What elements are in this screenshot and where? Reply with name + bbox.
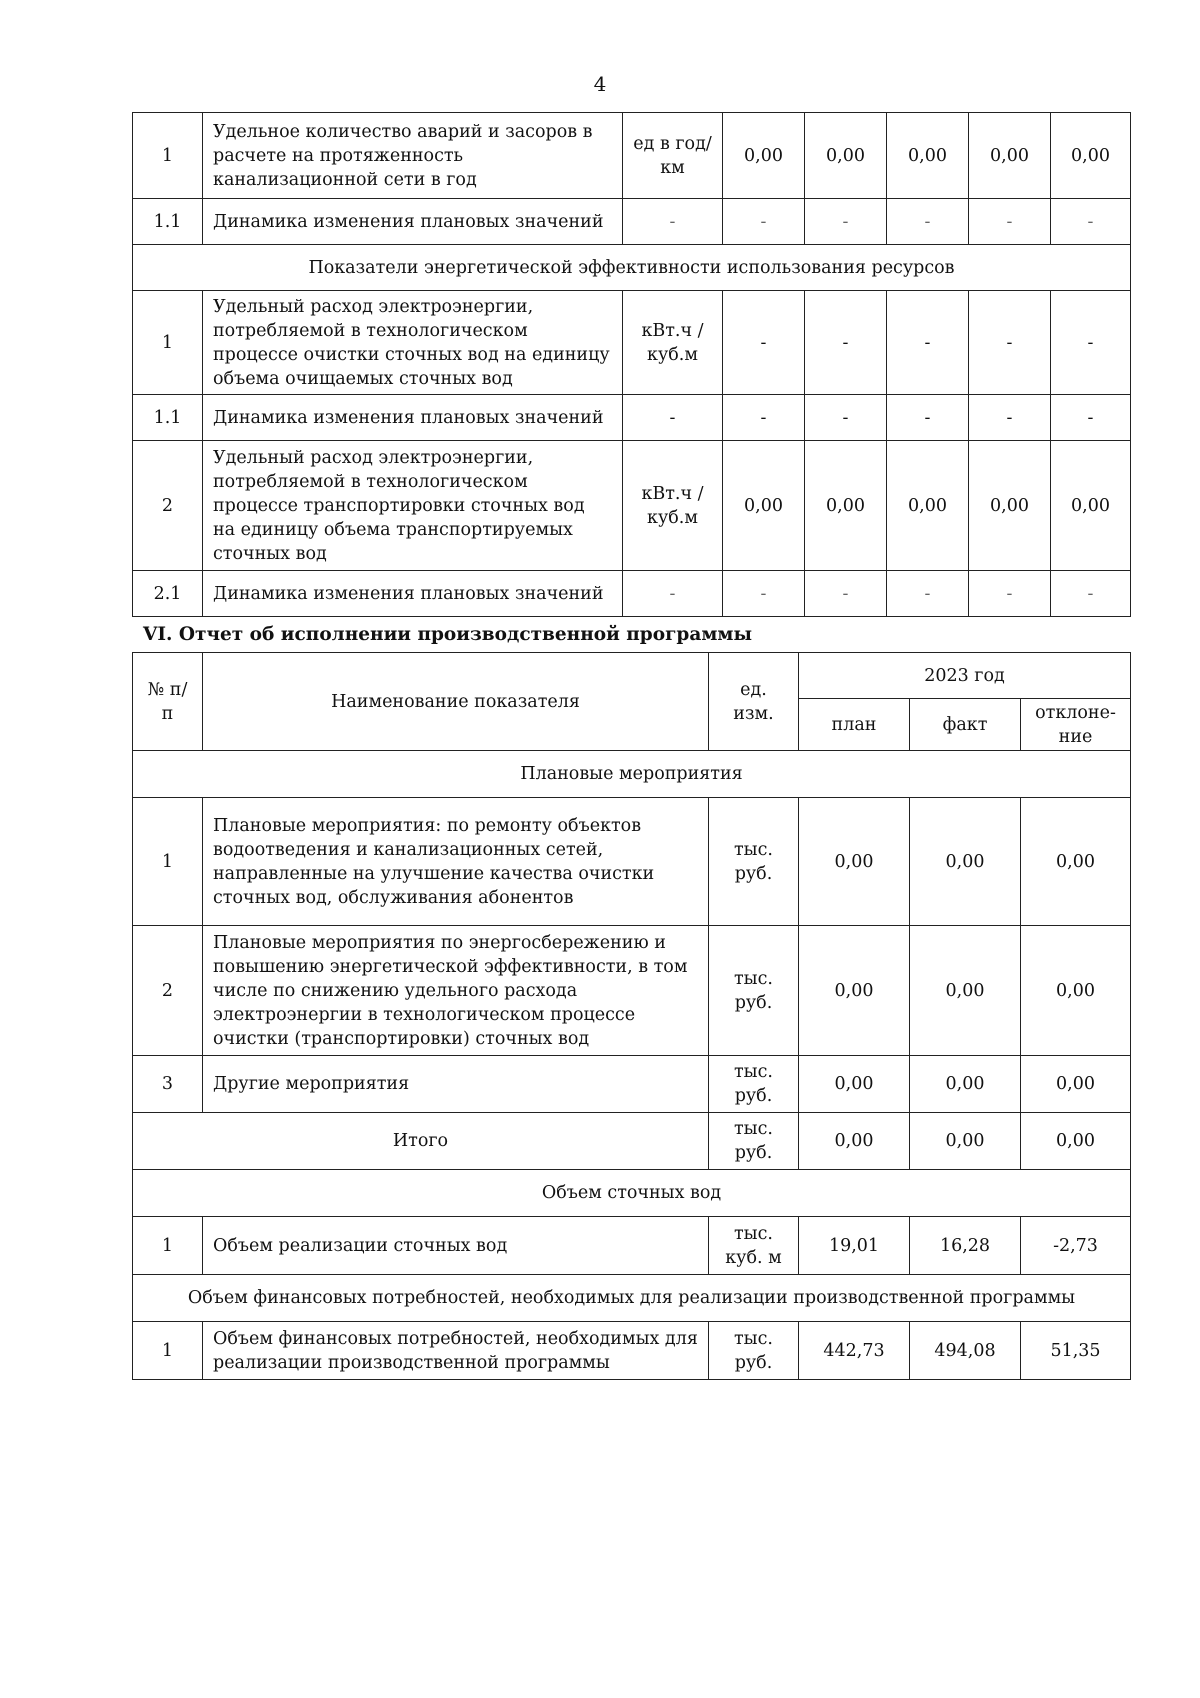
section-row <box>133 751 1131 798</box>
value-cell: - <box>887 199 969 245</box>
value-cell: 0,00 <box>805 113 887 199</box>
value-cell: - <box>723 199 805 245</box>
row-number: 1 <box>133 291 203 395</box>
header-row <box>133 653 1131 699</box>
section-row <box>133 1275 1131 1322</box>
unit-cell: тыс. руб. <box>709 798 799 926</box>
table-row <box>133 571 1131 617</box>
fact-cell: 494,08 <box>910 1322 1021 1380</box>
unit-cell: - <box>623 571 723 617</box>
deviation-cell: 0,00 <box>1021 1056 1131 1113</box>
fact-cell: 0,00 <box>910 1113 1021 1170</box>
value-cell: 0,00 <box>887 113 969 199</box>
indicator-name: Удельное количество аварий и засоров в расчете на протяженность канализационной сети в год <box>203 113 623 199</box>
plan-cell: 19,01 <box>799 1217 910 1275</box>
deviation-cell: 0,00 <box>1021 1113 1131 1170</box>
value-cell: - <box>723 395 805 441</box>
header-number: № п/п <box>133 653 203 751</box>
fact-cell: 0,00 <box>910 926 1021 1056</box>
row-number: 2.1 <box>133 571 203 617</box>
row-number: 2 <box>133 926 203 1056</box>
section-title: Плановые мероприятия <box>133 751 1131 798</box>
unit-cell: тыс. руб. <box>709 1322 799 1380</box>
plan-cell: 0,00 <box>799 926 910 1056</box>
value-cell: - <box>969 199 1051 245</box>
plan-cell: 0,00 <box>799 798 910 926</box>
indicator-name: Плановые мероприятия: по ремонту объектов водоотведения и канализационных сетей, направленные на улучшение качества очистки сточных вод, обслуживания абонентов <box>203 798 709 926</box>
row-number: 1 <box>133 798 203 926</box>
table-row <box>133 1322 1131 1380</box>
deviation-cell: 0,00 <box>1021 926 1131 1056</box>
fact-cell: 0,00 <box>910 798 1021 926</box>
plan-cell: 0,00 <box>799 1056 910 1113</box>
value-cell: - <box>887 571 969 617</box>
value-cell: - <box>887 291 969 395</box>
table-row <box>133 1056 1131 1113</box>
value-cell: - <box>723 291 805 395</box>
value-cell: - <box>969 395 1051 441</box>
value-cell: 0,00 <box>723 441 805 571</box>
value-cell: - <box>805 395 887 441</box>
indicator-name: Плановые мероприятия по энергосбережению и повышению энергетической эффективности, в том числе по снижению удельного расхода электроэнергии в технологическом процессе очистки (транспортировки) сточных вод <box>203 926 709 1056</box>
value-cell: 0,00 <box>805 441 887 571</box>
row-number: 3 <box>133 1056 203 1113</box>
row-number: 1 <box>133 113 203 199</box>
value-cell: - <box>1051 291 1131 395</box>
fact-cell: 0,00 <box>910 1056 1021 1113</box>
table-row <box>133 113 1131 199</box>
value-cell: - <box>1051 199 1131 245</box>
section-title: Объем сточных вод <box>133 1170 1131 1217</box>
row-number: 1.1 <box>133 395 203 441</box>
row-number: 1 <box>133 1217 203 1275</box>
header-plan: план <box>799 699 910 751</box>
row-number: 1.1 <box>133 199 203 245</box>
unit-cell: - <box>623 395 723 441</box>
unit-cell: ед в год/ км <box>623 113 723 199</box>
total-row <box>133 1113 1131 1170</box>
section-row <box>133 245 1131 291</box>
header-name: Наименование показателя <box>203 653 709 751</box>
table-row <box>133 798 1131 926</box>
plan-cell: 442,73 <box>799 1322 910 1380</box>
section-vi-title: VI. Отчет об исполнении производственной программы <box>143 624 753 645</box>
header-year: 2023 год <box>799 653 1131 699</box>
value-cell: - <box>887 395 969 441</box>
total-label: Итого <box>133 1113 709 1170</box>
value-cell: 0,00 <box>1051 441 1131 571</box>
table-row <box>133 1217 1131 1275</box>
section-row <box>133 1170 1131 1217</box>
table-row <box>133 199 1131 245</box>
deviation-cell: 51,35 <box>1021 1322 1131 1380</box>
unit-cell: тыс. руб. <box>709 1056 799 1113</box>
indicator-name: Удельный расход электроэнергии, потребляемой в технологическом процессе очистки сточных вод на единицу объема очищаемых сточных вод <box>203 291 623 395</box>
indicator-name: Динамика изменения плановых значений <box>203 571 623 617</box>
table-row <box>133 441 1131 571</box>
unit-cell: - <box>623 199 723 245</box>
section-title: Показатели энергетической эффективности использования ресурсов <box>133 245 1131 291</box>
header-deviation: отклоне-ние <box>1021 699 1131 751</box>
value-cell: 0,00 <box>969 113 1051 199</box>
unit-cell: тыс. руб. <box>709 1113 799 1170</box>
value-cell: - <box>805 571 887 617</box>
indicator-name: Удельный расход электроэнергии, потребляемой в технологическом процессе транспортировки сточных вод на единицу объема транспортируемых сточных вод <box>203 441 623 571</box>
value-cell: - <box>1051 395 1131 441</box>
value-cell: - <box>969 571 1051 617</box>
unit-cell: тыс. куб. м <box>709 1217 799 1275</box>
fact-cell: 16,28 <box>910 1217 1021 1275</box>
indicators-table <box>132 112 1131 617</box>
unit-cell: тыс. руб. <box>709 926 799 1056</box>
table-row <box>133 291 1131 395</box>
value-cell: 0,00 <box>969 441 1051 571</box>
plan-cell: 0,00 <box>799 1113 910 1170</box>
deviation-cell: 0,00 <box>1021 798 1131 926</box>
header-unit: ед. изм. <box>709 653 799 751</box>
value-cell: 0,00 <box>1051 113 1131 199</box>
page-number: 4 <box>593 72 607 96</box>
value-cell: 0,00 <box>723 113 805 199</box>
unit-cell: кВт.ч / куб.м <box>623 291 723 395</box>
row-number: 2 <box>133 441 203 571</box>
value-cell: - <box>969 291 1051 395</box>
deviation-cell: -2,73 <box>1021 1217 1131 1275</box>
indicator-name: Другие мероприятия <box>203 1056 709 1113</box>
indicator-name: Динамика изменения плановых значений <box>203 199 623 245</box>
value-cell: 0,00 <box>887 441 969 571</box>
program-report-table <box>132 652 1131 1380</box>
value-cell: - <box>723 571 805 617</box>
table-row <box>133 395 1131 441</box>
indicator-name: Динамика изменения плановых значений <box>203 395 623 441</box>
value-cell: - <box>805 291 887 395</box>
header-fact: факт <box>910 699 1021 751</box>
value-cell: - <box>805 199 887 245</box>
indicator-name: Объем финансовых потребностей, необходимых для реализации производственной программы <box>203 1322 709 1380</box>
unit-cell: кВт.ч / куб.м <box>623 441 723 571</box>
section-title: Объем финансовых потребностей, необходимых для реализации производственной программы <box>133 1275 1131 1322</box>
value-cell: - <box>1051 571 1131 617</box>
indicator-name: Объем реализации сточных вод <box>203 1217 709 1275</box>
row-number: 1 <box>133 1322 203 1380</box>
table-row <box>133 926 1131 1056</box>
